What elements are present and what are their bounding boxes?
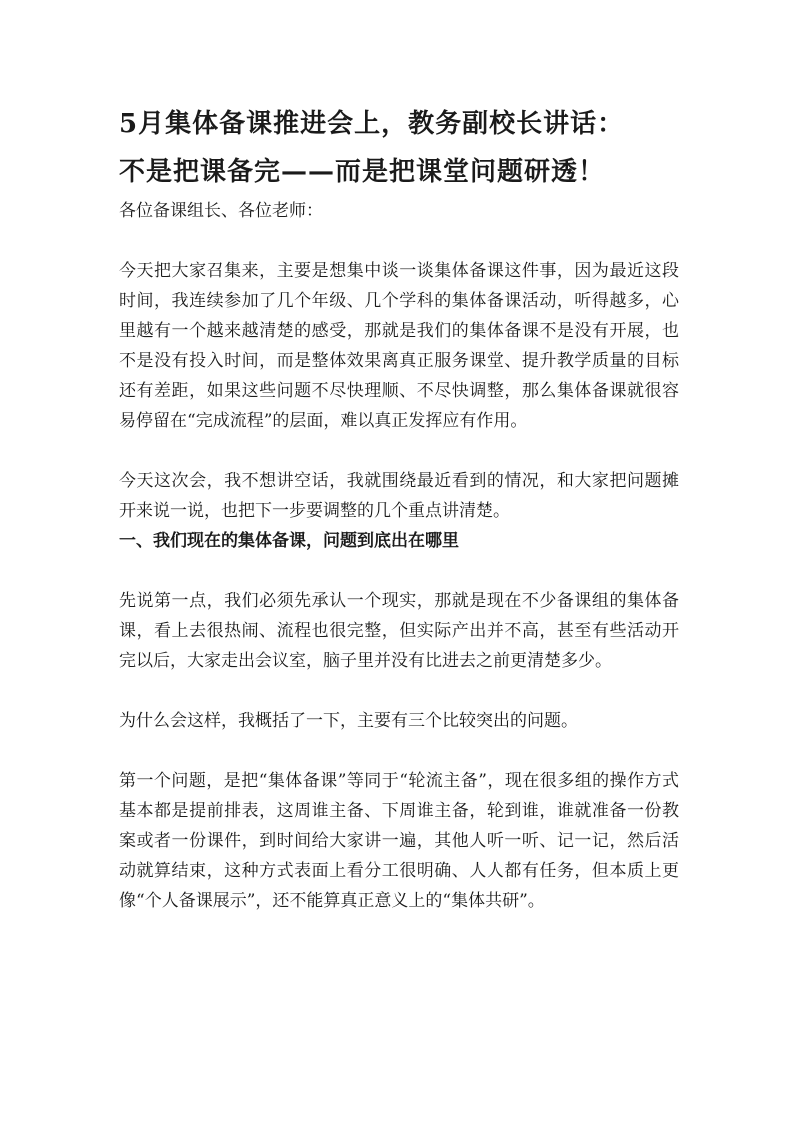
section-heading-1: 一、我们现在的集体备课，问题到底出在哪里: [119, 531, 459, 551]
title-line-1: 5月集体备课推进会上，教务副校长讲话：: [119, 109, 625, 139]
document-page: [119, 100, 679, 916]
paragraph-1: 今天把大家召集来，主要是想集中谈一谈集体备课这件事，因为最近这段时间，我连续参加了几个年级、几个学科的集体备课活动，听得越多，心里越有一个越来越清楚的感受，那就是我们的集体备课不是没有开展，也不是没有投入时间，而是整体效果离真正服务课堂、提升教学质量的目标还有差距，如果这些问题不尽快理顺、不尽快调整，那么集体备课就很容易停留在“完成流程”的层面，难以真正发挥应有作用。: [119, 261, 679, 431]
salutation: 各位备课组长、各位老师：: [119, 201, 323, 221]
paragraph-5: 第一个问题，是把“集体备课”等同于“轮流主备”，现在很多组的操作方式基本都是提前排表，这周谁主备、下周谁主备，轮到谁，谁就准备一份教案或者一份课件，到时间给大家讲一遍，其他人听一听、记一记，然后活动就算结束，这种方式表面上看分工很明确、人人都有任务，但本质上更像“个人备课展示”，还不能算真正意义上的“集体共研”。: [119, 771, 679, 911]
document-title: [119, 100, 679, 196]
paragraph-2: 今天这次会，我不想讲空话，我就围绕最近看到的情况，和大家把问题摊开来说一说，也把下一步要调整的几个重点讲清楚。: [119, 471, 679, 521]
title-line-2: 不是把课备完——而是把课堂问题研透！: [119, 157, 606, 187]
paragraph-4: 为什么会这样，我概括了一下，主要有三个比较突出的问题。: [119, 711, 578, 731]
paragraph-3: 先说第一点，我们必须先承认一个现实，那就是现在不少备课组的集体备课，看上去很热闹、流程也很完整，但实际产出并不高，甚至有些活动开完以后，大家走出会议室，脑子里并没有比进去之前更清楚多少。: [119, 591, 679, 671]
